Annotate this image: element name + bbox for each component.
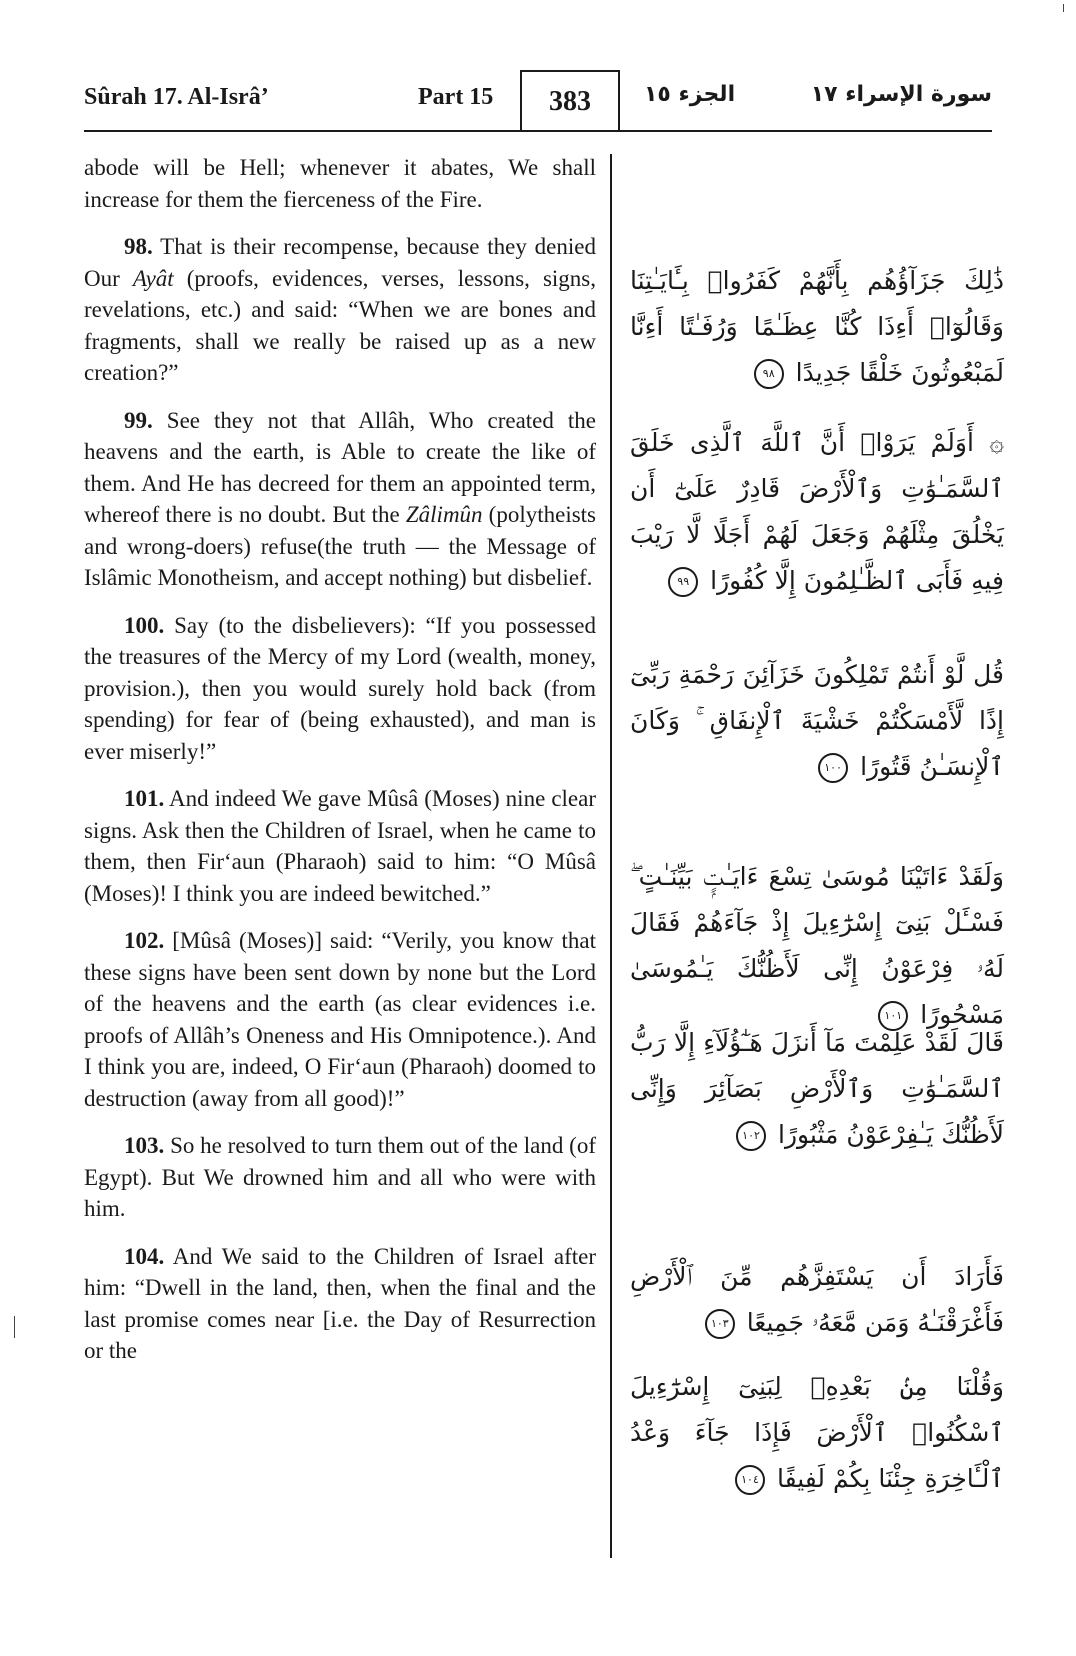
margin-tick-mark [1063, 4, 1064, 12]
verse-98 [84, 231, 596, 389]
arabic-verse-98 [630, 258, 1004, 396]
part-label-ar: الجزء ١٥ [644, 82, 736, 107]
page-number-box [520, 70, 620, 132]
surah-title-ar: سورة الإسراء ١٧ [810, 82, 992, 107]
verse-end-marker-icon: ١٠٣ [705, 1309, 735, 1339]
verse-term: Zâlimûn [405, 502, 483, 527]
arabic-verse-103 [630, 1254, 1004, 1346]
verse-end-marker-icon: ١٠٠ [818, 753, 848, 783]
verse-end-marker-icon: ١٠٢ [736, 1121, 766, 1151]
arabic-verse-102 [630, 1020, 1004, 1158]
arabic-verse-text: وَقُلْنَا مِنۢ بَعْدِهِۦ لِبَنِىٓ إِسْرَٰٓءِيلَ ٱسْكُنُوا۟ ٱلْأَرْضَ فَإِذَا جَآءَ وَعْدُ ٱلْـَٔاخِرَةِ جِئْنَا بِكُمْ لَفِيفًا [630, 1372, 1004, 1493]
arabic-verse-text: ذَٰلِكَ جَزَآؤُهُم بِأَنَّهُمْ كَفَرُوا۟ بِـَٔايَـٰتِنَا وَقَالُوٓا۟ أَءِذَا كُنَّا عِظَـٰمًا وَرُفَـٰتًا أَءِنَّا لَمَبْعُوثُونَ خَلْقًا جَدِيدًا [630, 266, 1004, 387]
arabic-verse-101 [630, 854, 1004, 1038]
verse-end-marker-icon: ١٠٤ [735, 1465, 765, 1495]
verse-number: 101. [124, 786, 165, 811]
verse-99 [84, 405, 596, 594]
verse-text: See they not that Allâh, Who created the heavens and the earth, is Able to create the like of them. And He has decreed for them an appointed term, whereof there is no doubt. But the [84, 407, 596, 527]
verse-number: 103. [124, 1133, 165, 1158]
arabic-verse-text: ۞ أَوَلَمْ يَرَوْا۟ أَنَّ ٱللَّهَ ٱلَّذِى خَلَقَ ٱلسَّمَـٰوَٰتِ وَٱلْأَرْضَ قَادِرٌ عَلَىٰٓ أَن يَخْلُقَ مِثْلَهُمْ وَجَعَلَ لَهُمْ أَجَلًا لَّا رَيْبَ فِيهِ فَأَبَى ٱلظَّـٰلِمُونَ إِلَّا كُفُورًا [630, 428, 1004, 595]
arabic-verse-text: فَأَرَادَ أَن يَسْتَفِزَّهُم مِّنَ ٱلْأَرْضِ فَأَغْرَقْنَـٰهُ وَمَن مَّعَهُۥ جَمِيعًا [630, 1262, 1004, 1337]
column-divider [610, 154, 612, 1558]
arabic-verse-100 [630, 652, 1004, 790]
verse-text: And indeed We gave Mûsâ (Moses) nine clear signs. Ask then the Children of Israel, when he came to them, then Fir‘aun (Pharaoh) said to him: “O Mûsâ (Moses)! I think you are indeed bewitched.” [84, 786, 596, 906]
verse-100 [84, 610, 596, 768]
verse-end-marker-icon: ٩٨ [754, 359, 784, 389]
verse-end-marker-icon: ١٠١ [878, 1001, 908, 1031]
verse-101 [84, 783, 596, 909]
verse-103 [84, 1130, 596, 1225]
verse-102 [84, 925, 596, 1114]
verse-term: Ayât [132, 265, 174, 291]
margin-tick-mark [14, 1316, 15, 1338]
arabic-verse-104 [630, 1364, 1004, 1502]
verse-text: Say (to the disbelievers): “If you possessed the treasures of the Mercy of my Lord (wealth, money, provision.), then you would surely hold back (from spending) for fear of (being exhausted), and man is ever miserly!” [84, 612, 596, 764]
page-number: 383 [549, 86, 591, 117]
verse-continuation: abode will be Hell; whenever it abates, We shall increase for them the fierceness of the Fire. [84, 155, 596, 212]
part-label-en: Part 15 [418, 84, 494, 110]
verse-text: So he resolved to turn them out of the land (of Egypt). But We drowned him and all who were with him. [84, 1133, 596, 1221]
verse-number: 99. [124, 407, 153, 433]
verse-number: 104. [124, 1243, 165, 1269]
arabic-verse-text: وَلَقَدْ ءَاتَيْنَا مُوسَىٰ تِسْعَ ءَايَـٰتٍۭ بَيِّنَـٰتٍ ۖ فَسْـَٔلْ بَنِىٓ إِسْرَٰٓءِيلَ إِذْ جَآءَهُمْ فَقَالَ لَهُۥ فِرْعَوْنُ إِنِّى لَأَظُنُّكَ يَـٰمُوسَىٰ مَسْحُورًا [630, 862, 1004, 1029]
verse-text: That is their recompense, because they denied Our [84, 234, 596, 291]
verse-number: 100. [124, 612, 165, 638]
arabic-verse-text: قَالَ لَقَدْ عَلِمْتَ مَآ أَنزَلَ هَـٰٓؤُلَآءِ إِلَّا رَبُّ ٱلسَّمَـٰوَٰتِ وَٱلْأَرْضِ بَصَآئِرَ وَإِنِّى لَأَظُنُّكَ يَـٰفِرْعَوْنُ مَثْبُورًا [630, 1028, 1004, 1149]
arabic-verse-text: قُل لَّوْ أَنتُمْ تَمْلِكُونَ خَزَآئِنَ رَحْمَةِ رَبِّىٓ إِذًا لَّأَمْسَكْتُمْ خَشْيَةَ ٱلْإِنفَاقِ ۚ وَكَانَ ٱلْإِنسَـٰنُ قَتُورًا [630, 660, 1004, 781]
verse-end-marker-icon: ٩٩ [668, 567, 698, 597]
arabic-verse-99 [630, 420, 1004, 604]
english-translation-column [84, 152, 596, 1383]
surah-title-en: Sûrah 17. Al-Isrâ’ [84, 84, 269, 110]
verse-text: And We said to the Children of Israel after him: “Dwell in the land, then, when the final and the last promise comes near [i.e. the Day of Resurrection or the [84, 1243, 596, 1363]
verse-number: 98. [124, 234, 153, 259]
verse-104 [84, 1241, 596, 1367]
verse-text: (polytheists and wrong-doers) refuse(the truth — the Message of Islâmic Monotheism, and accept nothing) but disbelief. [84, 502, 596, 590]
verse-text: [Mûsâ (Moses)] said: “Verily, you know that these signs have been sent down by none but the Lord of the heavens and the earth (as clear evidences i.e. proofs of Allâh’s Oneness and His Omnipotence.). And I think you are, indeed, O Fir‘aun (Pharaoh) doomed to destruction (away from all good)!” [84, 928, 596, 1111]
verse-number: 102. [124, 928, 165, 953]
page-header [84, 70, 992, 132]
header-rule [84, 130, 992, 132]
verse-text: (proofs, evidences, verses, lessons, signs, revelations, etc.) and said: “When we are bones and fragments, shall we really be raised up as a new creation?” [84, 265, 596, 385]
